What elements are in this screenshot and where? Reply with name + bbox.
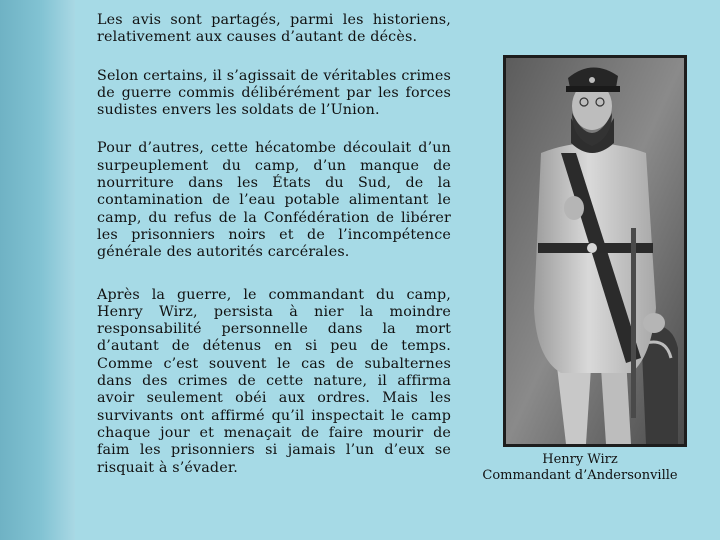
portrait-image <box>506 58 684 444</box>
portrait-caption <box>474 452 686 484</box>
body-text <box>97 12 451 498</box>
caption-title: Commandant d’Andersonville <box>482 468 678 483</box>
paragraph-opinions: Les avis sont partagés, parmi les historiens, relativement aux causes d’autant de décès. <box>97 12 451 46</box>
paragraph-wirz: Après la guerre, le commandant du camp, Henry Wirz, persista à nier la moindre responsabilité personnelle dans la mort d’autant de détenus en si peu de temps. Comme c’est souvent le cas de subalternes dans des crimes de cette nature, il affirma avoir seulement obéi aux ordres. Mais les survivants ont affirmé qu’il inspectait le camp chaque jour et menaçait de faire mourir de faim les prisonniers si jamais l’un d’eux se risquait à s’évader. <box>97 286 451 476</box>
paragraph-war-crimes: Selon certains, il s’agissait de véritables crimes de guerre commis délibérément par les forces sudistes envers les soldats de l’Union. <box>97 67 451 119</box>
left-accent-bar <box>0 0 75 540</box>
paragraph-other-causes: Pour d’autres, cette hécatombe découlait d’un surpeuplement du camp, d’un manque de nourriture dans les États du Sud, de la contamination de l’eau potable alimentant le camp, du refus de la Confédération de libérer les prisonniers noirs et de l’incompétence générale des autorités carcérales. <box>97 140 451 261</box>
portrait-photo <box>503 55 687 447</box>
caption-name: Henry Wirz <box>542 452 618 467</box>
